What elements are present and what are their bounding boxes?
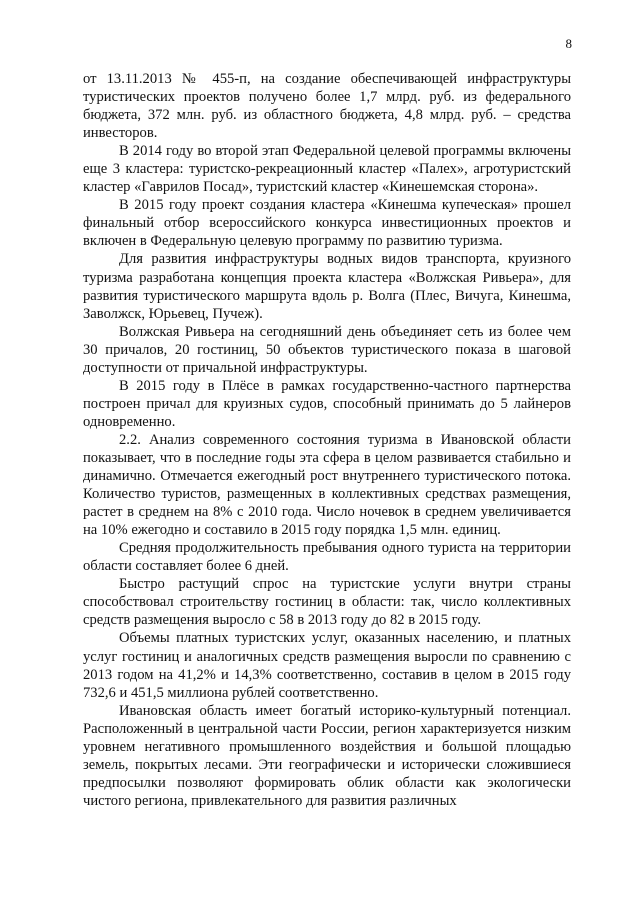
paragraph-8: Средняя продолжительность пребывания одного туриста на территории области составляет более 6 дней. <box>83 540 571 575</box>
paragraph-3: В 2015 году проект создания кластера «Кинешма купеческая» прошел финальный отбор всероссийского конкурса инвестиционных проектов и включен в Федеральную целевую программу по развитию туризма. <box>83 197 571 250</box>
paragraph-7: 2.2. Анализ современного состояния туризма в Ивановской области показывает, что в последние годы эта сфера в целом развивается стабильно и динамично. Отмечается ежегодный рост внутреннего туристического потока. Количество туристов, размещенных в коллективных средствах размещения, растет в среднем на 8% с 2010 года. Число ночевок в среднем увеличивается на 10% ежегодно и составило в 2015 году порядка 1,5 млн. единиц. <box>83 431 571 539</box>
page-number: 8 <box>565 36 572 51</box>
document-body <box>83 70 571 810</box>
paragraph-11: Ивановская область имеет богатый историко-культурный потенциал. Расположенный в центральной части России, регион характеризуется низким уровнем негативного промышленного воздействия и большой площадью земель, покрытых лесами. Эти географически и исторически сложившиеся предпосылки позволяют формировать облик области как экологически чистого региона, привлекательного для развития различных <box>83 702 571 809</box>
paragraph-4: Для развития инфраструктуры водных видов транспорта, круизного туризма разработана концепция проекта кластера «Волжская Ривьера», для развития туристического маршрута вдоль р. Волга (Плес, Вичуга, Кинешма, Заволжск, Юрьевец, Пучеж). <box>83 251 571 322</box>
paragraph-9: Быстро растущий спрос на туристские услуги внутри страны способствовал строительству гостиниц в области: так, число коллективных средств размещения выросло с 58 в 2013 году до 82 в 2015 году. <box>83 576 571 629</box>
paragraph-10: Объемы платных туристских услуг, оказанных населению, и платных услуг гостиниц и аналогичных средств размещения выросли по сравнению с 2013 годом на 41,2% и 14,3% соответственно, составив в целом в 2015 году 732,6 и 451,5 миллиона рублей соответственно. <box>83 630 571 701</box>
paragraph-1: от 13.11.2013 № 455-п, на создание обеспечивающей инфраструктуры туристических проектов получено более 1,7 млрд. руб. из федерального бюджета, 372 млн. руб. из областного бюджета, 4,8 млрд. руб. – средства инвесторов. <box>83 71 571 142</box>
paragraph-6: В 2015 году в Плёсе в рамках государственно-частного партнерства построен причал для круизных судов, способный принимать до 5 лайнеров одновременно. <box>83 377 571 430</box>
paragraph-5: Волжская Ривьера на сегодняшний день объединяет сеть из более чем 30 причалов, 20 гостиниц, 50 объектов туристического показа в шаговой доступности от причальной инфраструктуры. <box>83 323 571 376</box>
paragraph-2: В 2014 году во второй этап Федеральной целевой программы включены еще 3 кластера: туристско-рекреационный кластер «Палех», агротуристский кластер «Гаврилов Посад», туристский кластер «Кинешемская сторона». <box>83 143 571 196</box>
